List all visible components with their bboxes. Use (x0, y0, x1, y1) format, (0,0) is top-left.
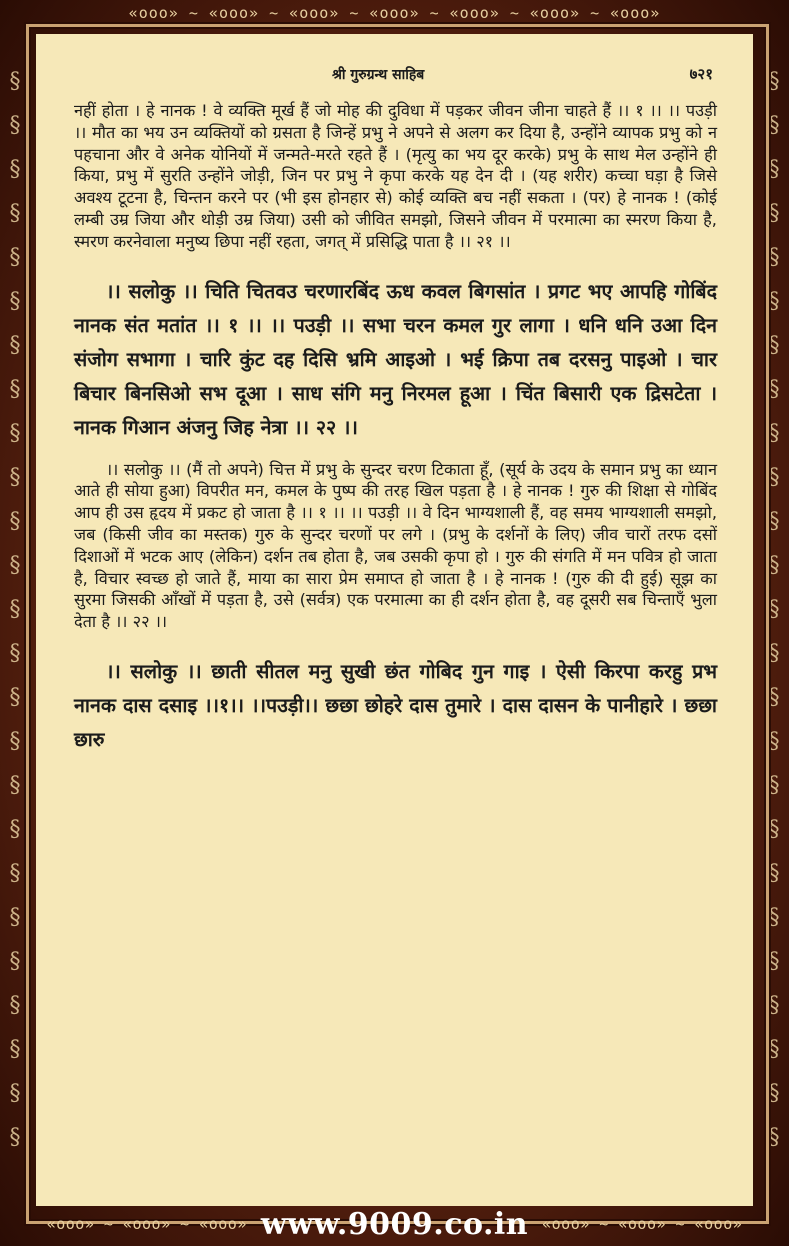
verse-block-1: ।। सलोकु ।। चिति चितवउ चरणारबिंद ऊध कवल बिगसांत । प्रगट भए आपहि गोबिंद नानक संत मतांत ।। १ ।। ।। पउड़ी ।। सभा चरन कमल गुर लागा । धनि धनि उआ दिन संजोग सभागा । चारि कुंट दह दिसि भ्रमि आइओ । भई क्रिपा तब दरसनु पाइओ । चार बिचार बिनसिओ सभ दूआ । साध संगि मनु निरमल हूआ । चिंत बिसारी एक द्रिसटेता । नानक गिआन अंजनु जिह नेत्रा ।। २२ ।। (74, 279, 717, 439)
website-link[interactable]: www.9009.co.in (260, 1206, 529, 1242)
footer-right-flourish: «ooo» ~ «ooo» ~ «ooo» (542, 1215, 743, 1233)
page-number: ७२१ (689, 65, 713, 83)
page-header (74, 64, 717, 90)
scripture-page (36, 34, 753, 1206)
footer-bar (0, 1202, 789, 1246)
translation-paragraph-2: ।। सलोकु ।। (मैं तो अपने) चित्त में प्रभु के सुन्दर चरण टिकाता हूँ, (सूर्य के उदय के समान प्रभु का ध्यान आते ही सोया हुआ) विपरीत मन, कमल के पुष्प की तरह खिल पड़ता है । हे नानक ! गुरु की शिक्षा से गोबिंद आप ही उस हृदय में प्रकट हो जाता है ।। १ ।। ।। पउड़ी ।। वे दिन भाग्यशाली हैं, वह समय भाग्यशाली समझो, जब (किसी जीव का मस्तक) गुरु के सुन्दर चरणों पर लगे । (प्रभु के दर्शनों के लिए) जीव चारों तरफ दसों दिशाओं में भटक आए (लेकिन) दर्शन तब होता है, जब उसकी कृपा हो । गुरु की संगति में मन पवित्र हो जाता है, विचार स्वच्छ हो जाते हैं, माया का सारा प्रेम समाप्त हो जाता है । हे नानक ! (गुरु की दी हुई) सूझ का सुरमा जिसकी आँखों में पड़ता है, उसे (सर्वत्र) एक परमात्मा का ही दर्शन होता है, वह दूसरी सब चिन्ताएँ भुला देता है ।। २२ ।। (74, 459, 717, 632)
footer-left-flourish: «ooo» ~ «ooo» ~ «ooo» (46, 1215, 247, 1233)
top-border-ornament: «ooo» ~ «ooo» ~ «ooo» ~ «ooo» ~ «ooo» ~ «ooo» ~ «ooo» (128, 4, 661, 22)
translation-paragraph-1: नहीं होता । हे नानक ! वे व्यक्ति मूर्ख हैं जो मोह की दुविधा में पड़कर जीवन जीना चाहते हैं ।। १ ।। ।। पउड़ी ।। मौत का भय उन व्यक्तियों को ग्रसता है जिन्हें प्रभु ने अपने से अलग कर दिया है, उन्होंने व्यापक प्रभु को न पहचाना और वे अनेक योनियों में जन्मते-मरते रहते हैं । (मृत्यु का भय दूर करके) प्रभु के साथ मेल उन्होंने ही किया, प्रभु में सुरति उन्होंने जोड़ी, जिन पर प्रभु ने कृपा करके यह देन दी । (यह शरीर) कच्चा घड़ा है जिसे अवश्य टूटना है, चिन्तन करने पर (भी इस होनहार से) कोई व्यक्ति बच नहीं सकता । (पर) हे नानक ! (कोई लम्बी उम्र जिया और थोड़ी उम्र जिया) उसी को जीवित समझो, जिसने जीवन में परमात्मा का स्मरण किया है, स्मरण करनेवाला मनुष्य छिपा नहीं रहता, जगत् में प्रसिद्धि पाता है ।। २१ ।। (74, 101, 717, 251)
right-border-ornament: § § § § § § § § § § § § § § § § § § § § § § § § § (768, 69, 780, 1150)
page-title: श्री गुरुग्रन्थ साहिब (332, 67, 425, 83)
left-border-ornament: § § § § § § § § § § § § § § § § § § § § § § § § § (9, 69, 21, 1150)
verse-block-2: ।। सलोकु ।। छाती सीतल मनु सुखी छंत गोबिद गुन गाइ । ऐसी किरपा करहु प्रभ नानक दास दसाइ ।।१।। ।।पउड़ी।। छछा छोहरे दास तुमारे । दास दासन के पानीहारे । छछा छारु (74, 659, 717, 751)
